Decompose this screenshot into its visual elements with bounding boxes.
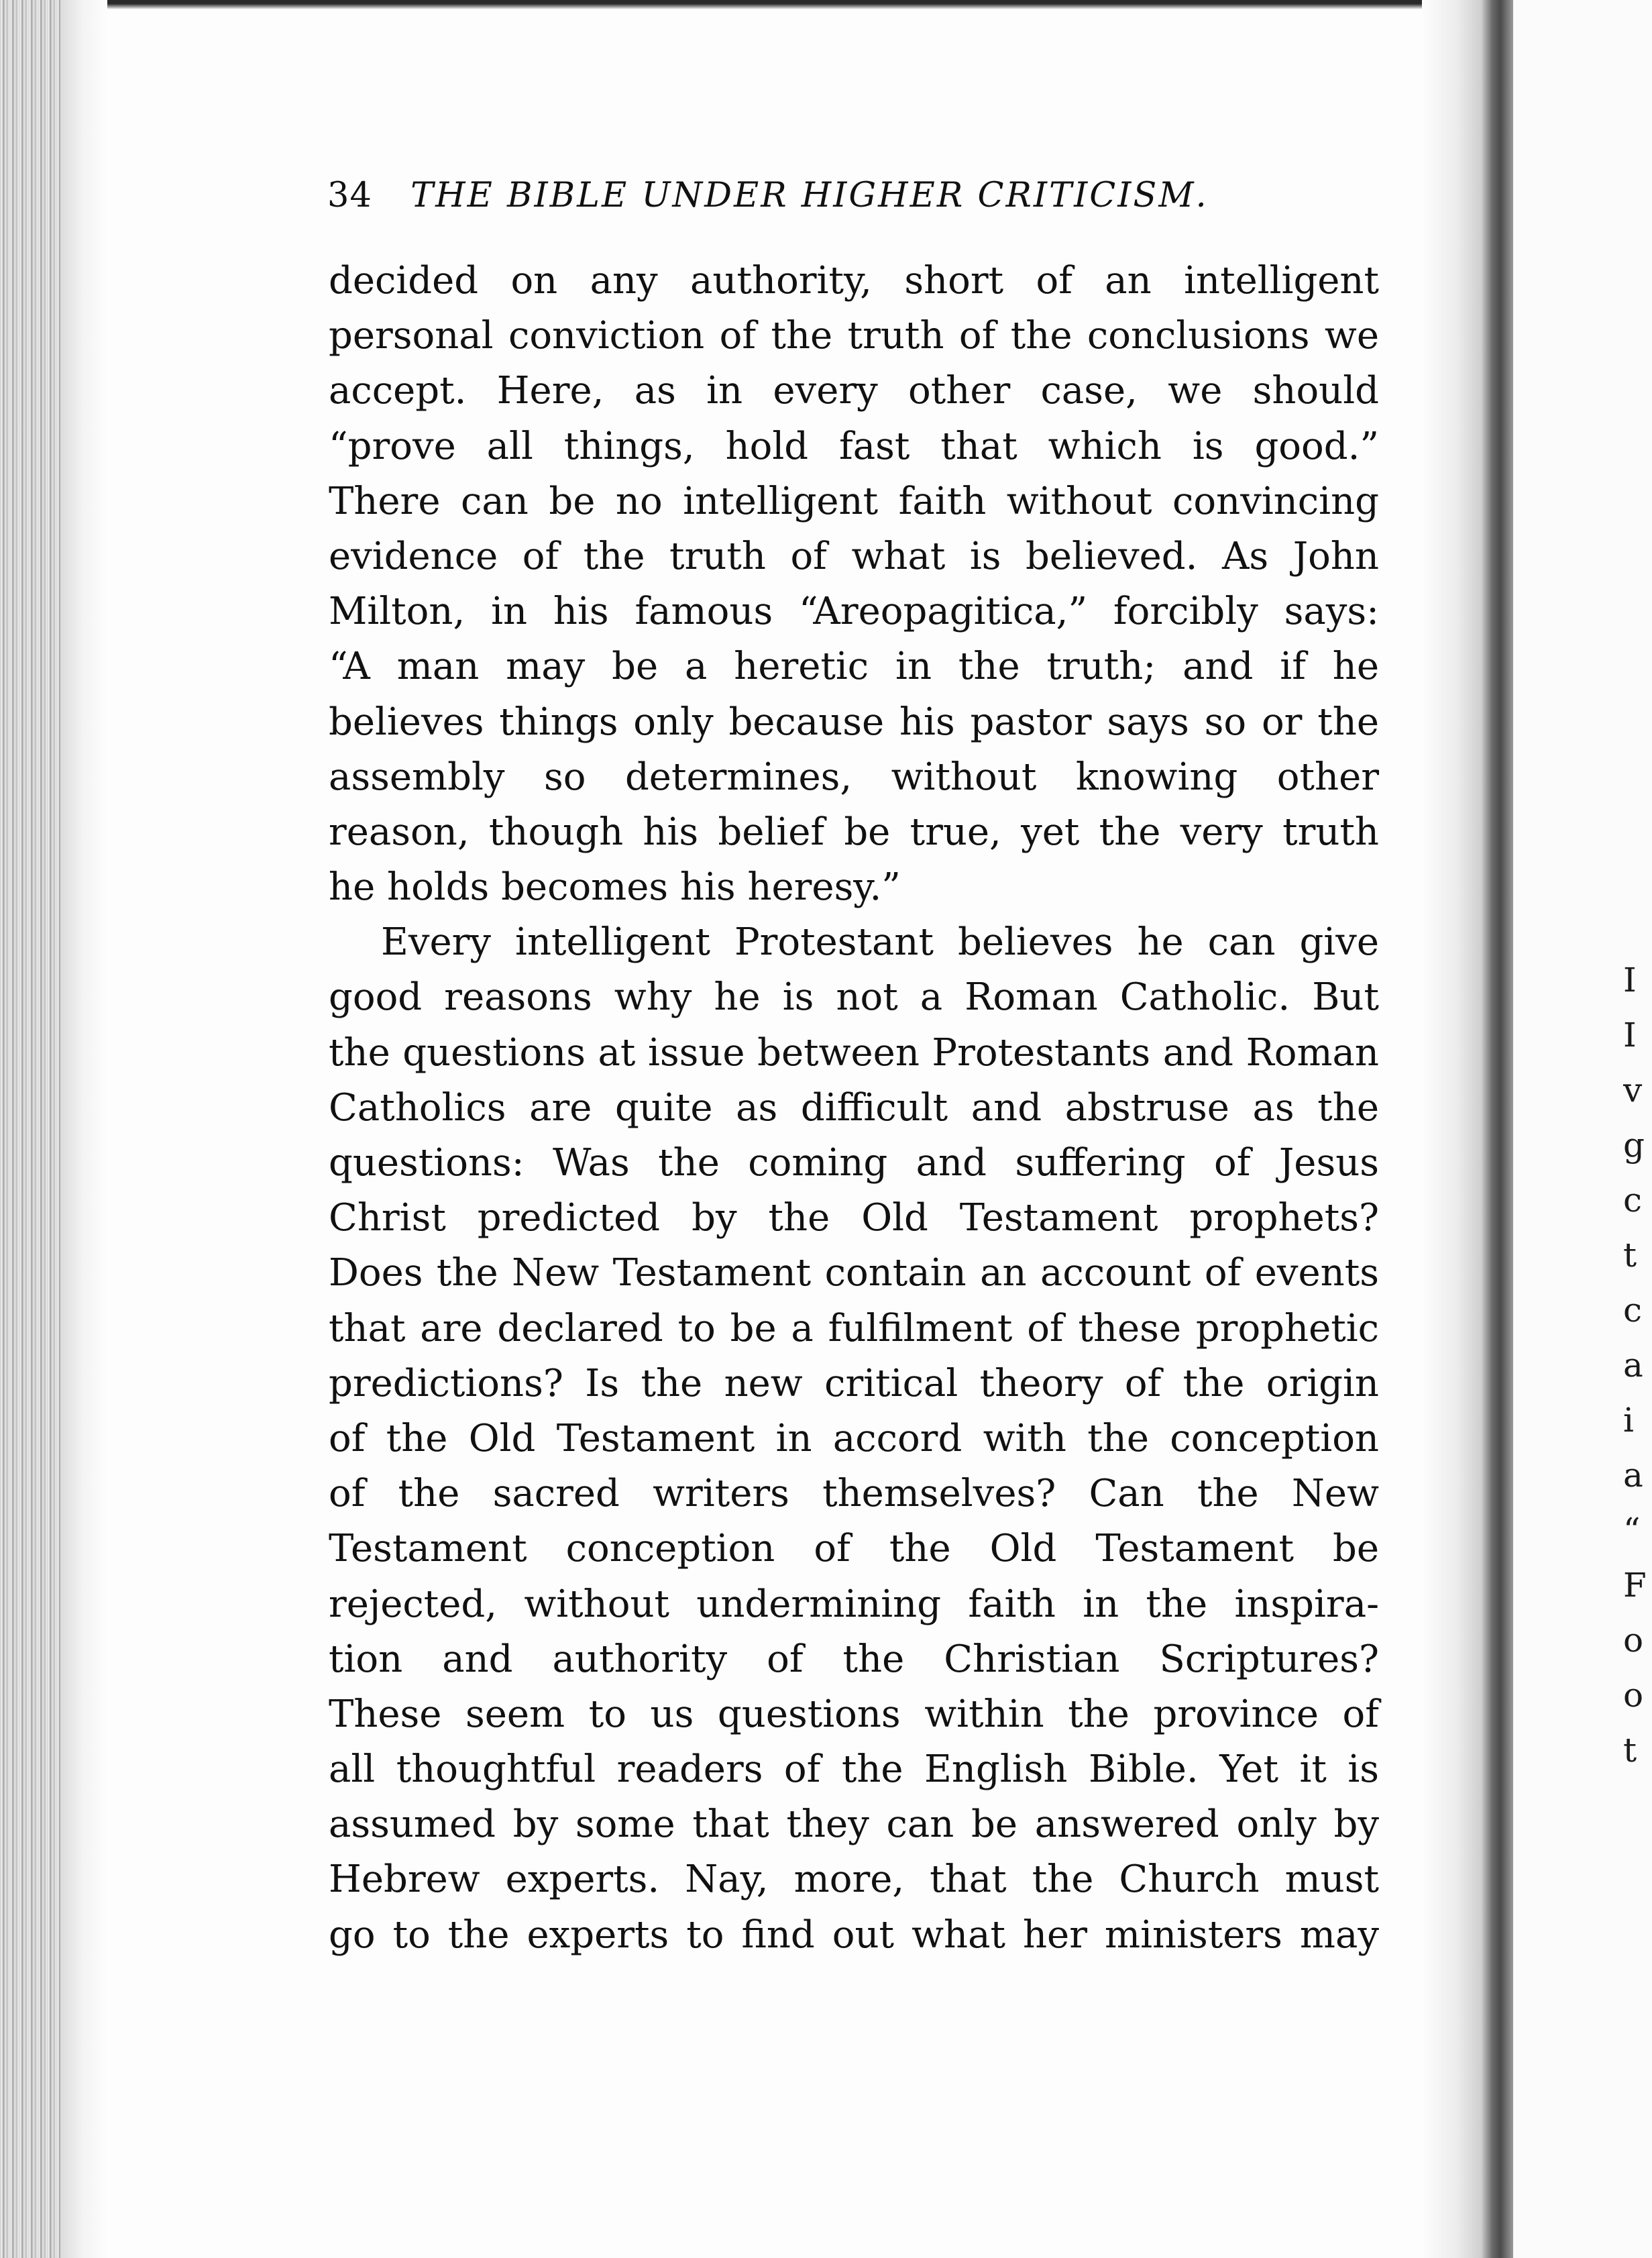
- text-line: that are declared to be a fulfilment of these prophetic: [329, 1306, 1379, 1350]
- book-spine: [1481, 0, 1513, 2258]
- facing-page-fragment: a: [1623, 1346, 1643, 1385]
- text-line: assembly so determines, without knowing other: [329, 755, 1379, 799]
- facing-page-fragment: o: [1623, 1621, 1644, 1660]
- text-line: Catholics are quite as difficult and abstruse as the: [329, 1085, 1379, 1130]
- scan-top-border: [0, 0, 1652, 9]
- facing-page-fragment: a: [1623, 1456, 1643, 1495]
- page-number: 34: [327, 176, 372, 215]
- text-line: “A man may be a heretic in the truth; and if he: [329, 645, 1379, 689]
- running-head: [327, 176, 1209, 215]
- facing-page-fragment: i: [1623, 1401, 1634, 1440]
- text-line: rejected, without undermining faith in the inspira-: [329, 1582, 1379, 1626]
- text-line: tion and authority of the Christian Scriptures?: [329, 1637, 1379, 1681]
- facing-page-fragment: c: [1623, 1181, 1643, 1220]
- text-line: go to the experts to find out what her ministers may: [329, 1913, 1379, 1957]
- facing-page-fragment: g: [1623, 1126, 1645, 1165]
- facing-page-fragment: “: [1623, 1511, 1641, 1550]
- facing-page-fragment: I: [1623, 961, 1637, 1000]
- text-line: Christ predicted by the Old Testament prophets?: [329, 1196, 1379, 1240]
- text-line: decided on any authority, short of an intelligent: [329, 259, 1379, 303]
- text-line: he holds becomes his heresy.”: [329, 865, 901, 910]
- facing-page-fragment: o: [1623, 1676, 1644, 1715]
- text-line: good reasons why he is not a Roman Catholic. But: [329, 975, 1379, 1020]
- text-line: Every intelligent Protestant believes he can give: [381, 920, 1379, 965]
- facing-page-fragment: t: [1623, 1731, 1637, 1770]
- text-line: These seem to us questions within the province of: [329, 1692, 1379, 1736]
- text-line: of the Old Testament in accord with the conception: [329, 1416, 1379, 1460]
- text-line: accept. Here, as in every other case, we should: [329, 369, 1379, 413]
- text-line: believes things only because his pastor says so or the: [329, 700, 1379, 744]
- facing-page-text-fragments: [1623, 953, 1652, 1778]
- text-line: Testament conception of the Old Testament be: [329, 1527, 1379, 1571]
- text-line: “prove all things, hold fast that which is good.”: [329, 424, 1379, 468]
- text-line: of the sacred writers themselves? Can the New: [329, 1472, 1379, 1516]
- text-line: Does the New Testament contain an account of events: [329, 1251, 1379, 1295]
- left-page-edges: [0, 0, 60, 2258]
- text-line: reason, though his belief be true, yet the very truth: [329, 810, 1379, 854]
- running-title: THE BIBLE UNDER HIGHER CRITICISM.: [410, 176, 1209, 215]
- facing-page-fragment: c: [1623, 1291, 1643, 1330]
- text-line: evidence of the truth of what is believed. As John: [329, 534, 1379, 578]
- text-line: assumed by some that they can be answered only by: [329, 1803, 1379, 1847]
- text-line: all thoughtful readers of the English Bible. Yet it is: [329, 1748, 1379, 1792]
- left-gutter-shadow: [60, 0, 107, 2258]
- text-line: There can be no intelligent faith without convincing: [329, 479, 1379, 523]
- facing-page-fragment: v: [1623, 1071, 1643, 1110]
- binding-shadow: [1422, 0, 1481, 2258]
- facing-page-fragment: I: [1623, 1016, 1637, 1055]
- text-line: personal conviction of the truth of the conclusions we: [329, 314, 1379, 358]
- facing-page-fragment: t: [1623, 1236, 1637, 1275]
- text-line: Milton, in his famous “Areopagitica,” forcibly says:: [329, 590, 1379, 634]
- text-line: the questions at issue between Protestants and Roman: [329, 1030, 1379, 1075]
- text-line: Hebrew experts. Nay, more, that the Church must: [329, 1858, 1379, 1902]
- facing-page-fragment: F: [1623, 1566, 1647, 1605]
- body-text: [329, 254, 1379, 1963]
- text-line: questions: Was the coming and suffering of Jesus: [329, 1141, 1379, 1185]
- text-line: predictions? Is the new critical theory of the origin: [329, 1361, 1379, 1405]
